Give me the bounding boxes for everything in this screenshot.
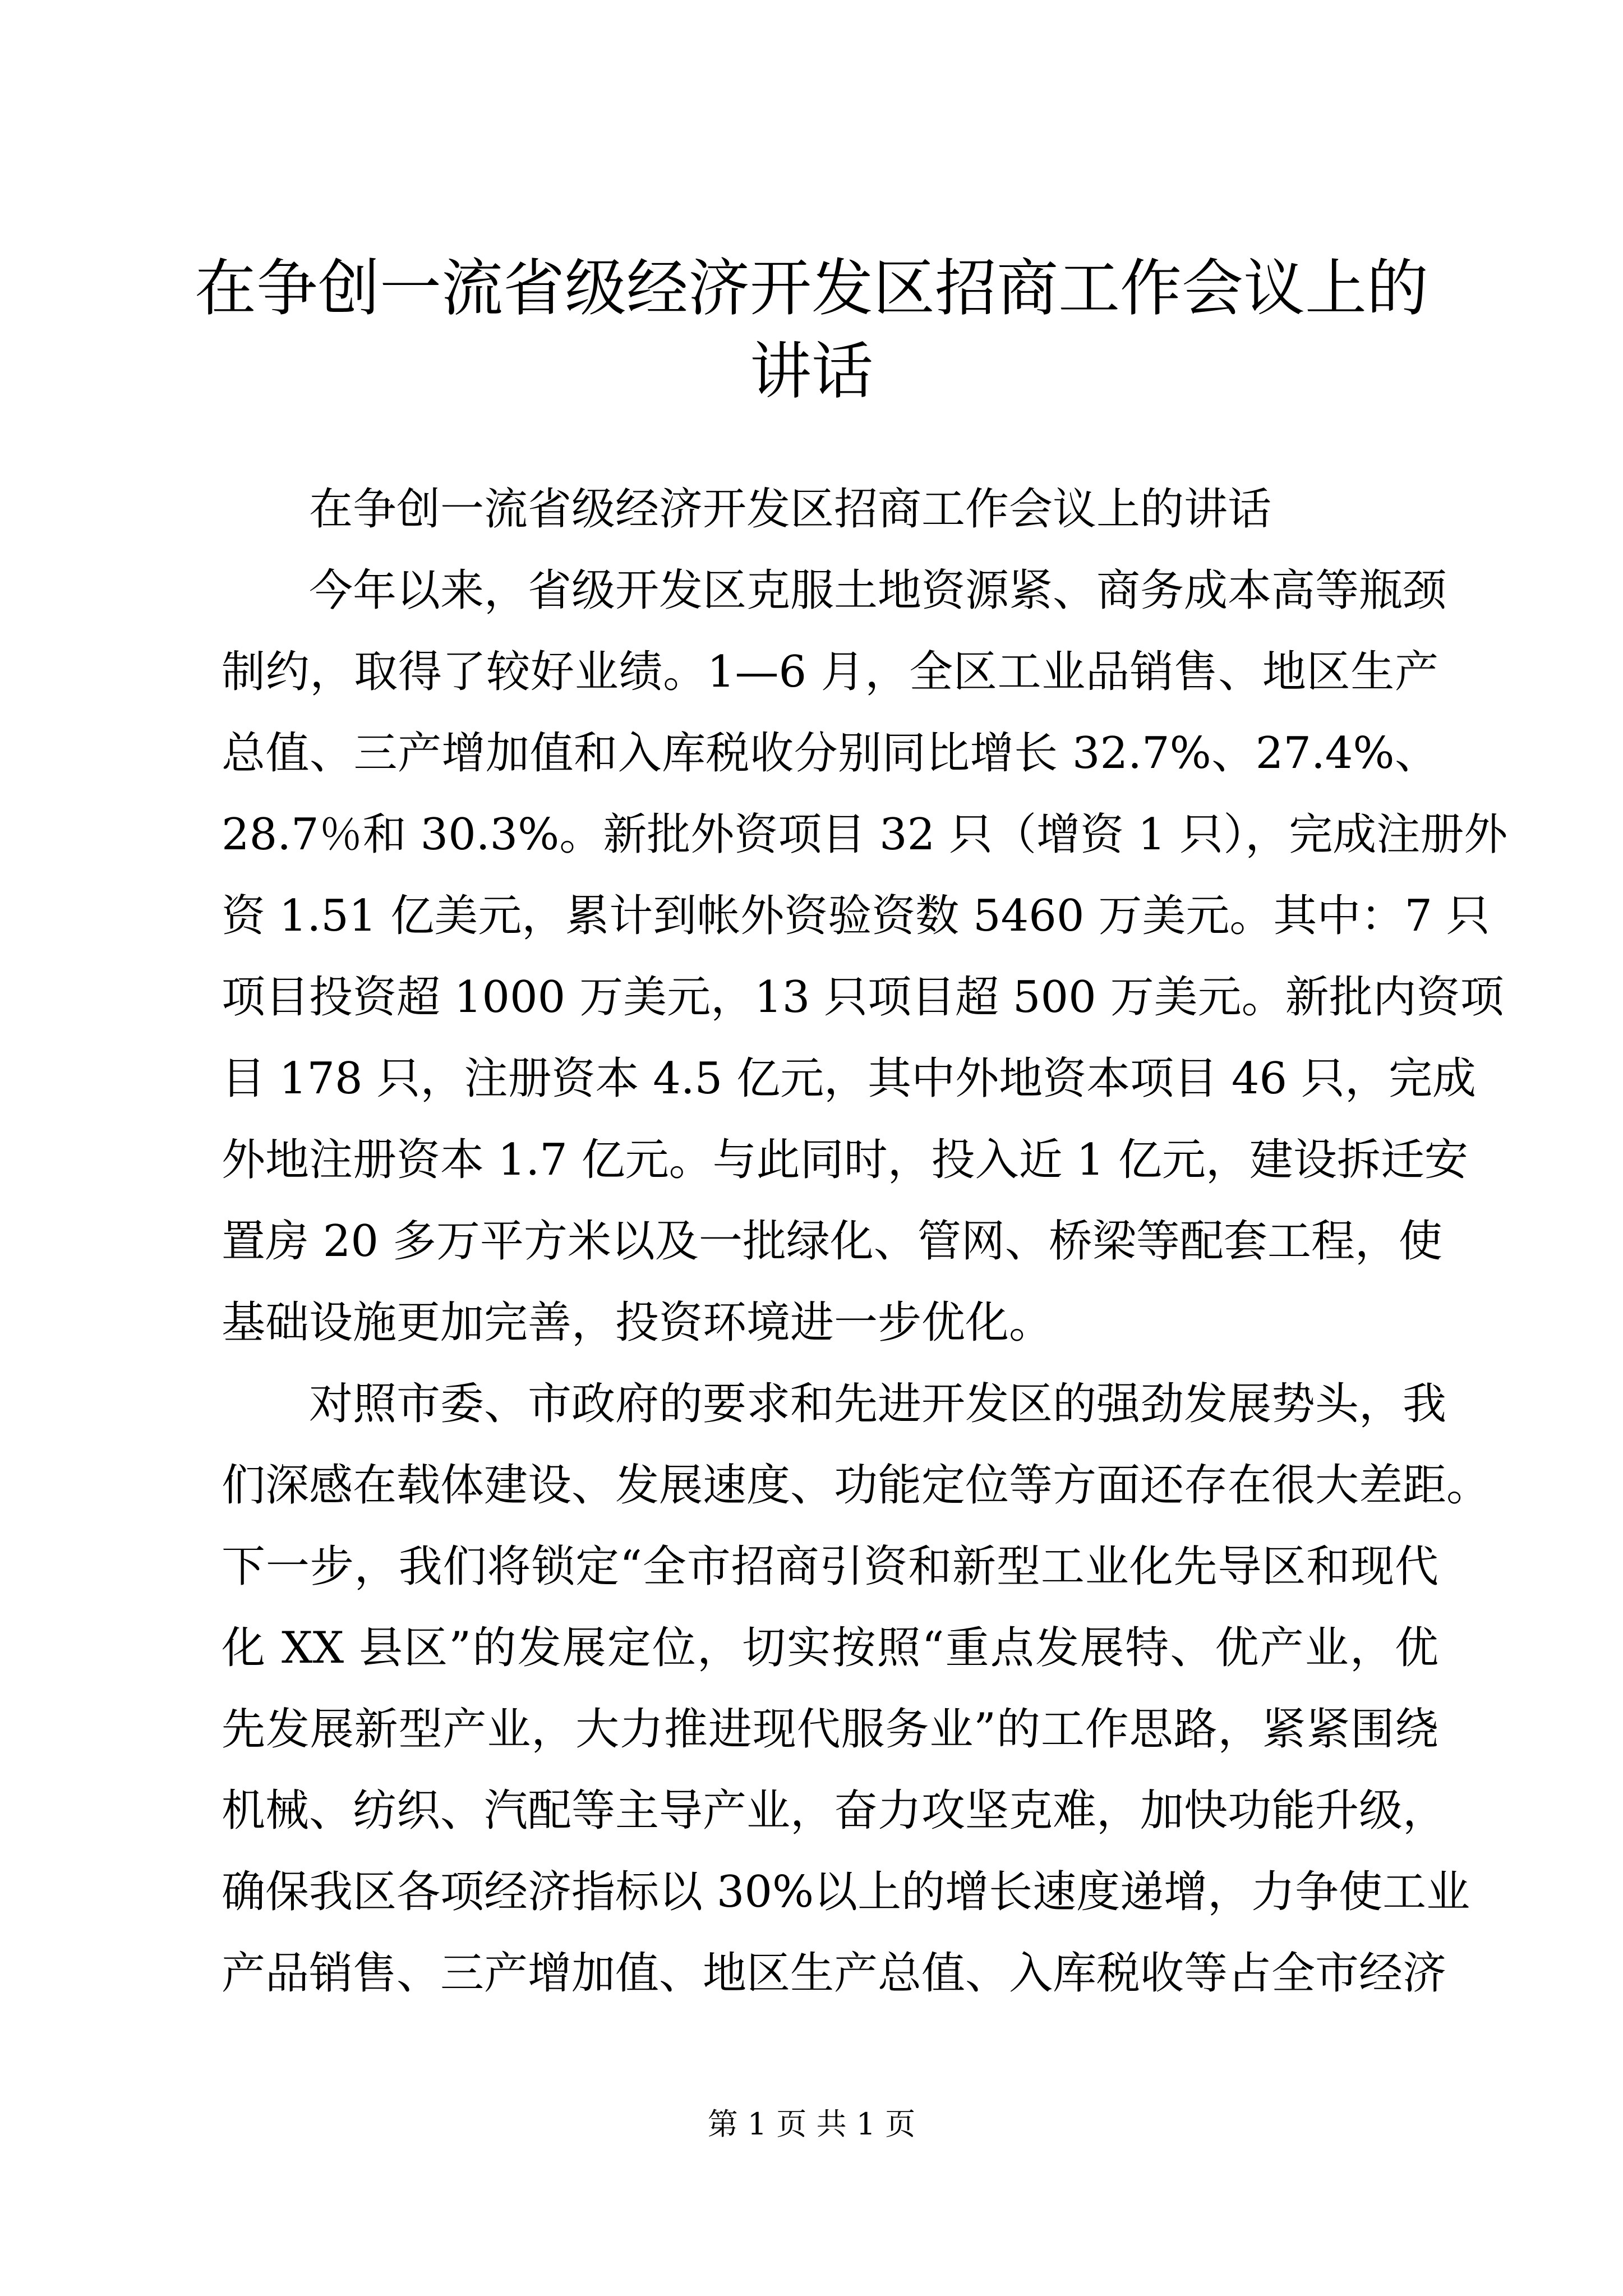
- paragraph-line: 对照市委、市政府的要求和先进开发区的强劲发展势头，我: [309, 1379, 1447, 1429]
- page-footer: 第 1 页 共 1 页: [707, 2106, 916, 2142]
- paragraph-line: 先发展新型产业，大力推进现代服务业”的工作思路，紧紧围绕: [222, 1704, 1438, 1755]
- paragraph-line: 机械、纺织、汽配等主导产业，奋力攻坚克难，加快功能升级，: [222, 1786, 1447, 1836]
- paragraph-line: 外地注册资本 1.7 亿元。与此同时，投入近 1 亿元，建设拆迁安: [222, 1135, 1468, 1185]
- paragraph-line: 置房 20 多万平方米以及一批绿化、管网、桥梁等配套工程，使: [222, 1216, 1442, 1267]
- paragraph: [222, 469, 1438, 550]
- paragraph-line: 今年以来，省级开发区克服土地资源紧、商务成本高等瓶颈: [309, 565, 1447, 616]
- paragraph-line: 总值、三产增加值和入库税收分别同比增长 32.7%、27.4%、: [222, 728, 1438, 779]
- paragraph: [222, 1364, 1491, 2014]
- paragraph-line: 下一步，我们将锁定“全市招商引资和新型工业化先导区和现代: [222, 1542, 1438, 1592]
- document-body: [222, 469, 1508, 2014]
- title-line-1: 在争创一流省级经济开发区招商工作会议上的: [195, 252, 1428, 324]
- paragraph-line: 制约，取得了较好业绩。1—6 月，全区工业品销售、地区生产: [222, 647, 1438, 697]
- title-line-2: 讲话: [750, 335, 873, 407]
- document-title: [168, 247, 1455, 413]
- paragraph: [222, 550, 1508, 1364]
- paragraph-line: 确保我区各项经济指标以 30%以上的增长速度递增，力争使工业: [222, 1867, 1470, 1917]
- paragraph-line: 产品销售、三产增加值、地区生产总值、入库税收等占全市经济: [222, 1948, 1447, 1999]
- paragraph-line: 们深感在载体建设、发展速度、功能定位等方面还存在很大差距。: [222, 1460, 1491, 1511]
- paragraph-line: 项目投资超 1000 万美元，13 只项目超 500 万美元。新批内资项: [222, 972, 1504, 1023]
- paragraph-line: 在争创一流省级经济开发区招商工作会议上的讲话: [309, 484, 1272, 535]
- paragraph-line: 资 1.51 亿美元，累计到帐外资验资数 5460 万美元。其中：7 只: [222, 891, 1490, 941]
- paragraph-line: 化 XX 县区”的发展定位，切实按照“重点发展特、优产业，优: [222, 1623, 1438, 1673]
- paragraph-line: 基础设施更加完善，投资环境进一步优化。: [222, 1297, 1053, 1348]
- paragraph-line: 目 178 只，注册资本 4.5 亿元，其中外地资本项目 46 只，完成: [222, 1053, 1476, 1104]
- paragraph-line: 28.7％和 30.3%。新批外资项目 32 只（增资 1 只），完成注册外: [222, 809, 1508, 860]
